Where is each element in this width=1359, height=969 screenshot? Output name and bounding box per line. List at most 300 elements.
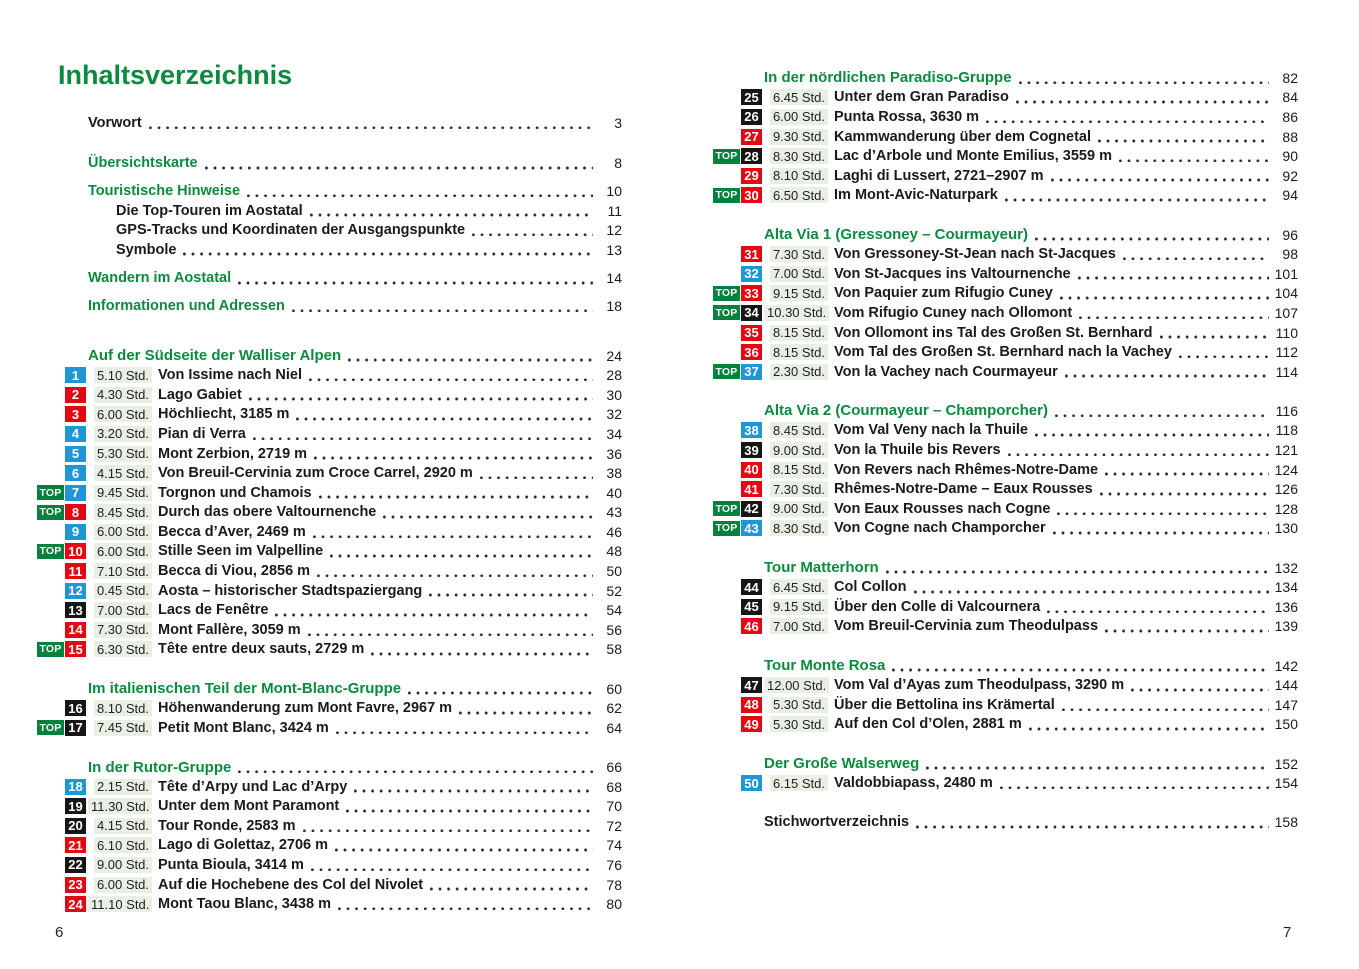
- tour-page-ref: 70: [606, 798, 622, 815]
- badge-group: [30, 700, 86, 716]
- tour-row: [706, 88, 1298, 108]
- tour-time: 7.00 Std.: [94, 602, 152, 618]
- tour-time-slot: [764, 246, 828, 262]
- front-matter-label: Vorwort: [88, 114, 142, 131]
- badge-group: [706, 501, 762, 517]
- badge-group: [30, 446, 86, 462]
- tour-row: [30, 405, 622, 425]
- tour-time-slot: [88, 406, 152, 422]
- badge-group: [30, 720, 86, 736]
- front-matter-page-ref: 10: [606, 182, 622, 199]
- tour-page-ref: 121: [1274, 442, 1298, 459]
- tour-time-slot: [764, 129, 828, 145]
- top-badge: TOP: [713, 149, 740, 164]
- dot-leader: [408, 691, 593, 695]
- front-matter-row: [30, 220, 622, 240]
- tour-number-badge: 38: [741, 422, 762, 438]
- tour-page-ref: 40: [606, 484, 622, 501]
- tour-number-badge: 50: [741, 775, 762, 791]
- tour-page-ref: 68: [606, 778, 622, 795]
- badge-group: [706, 168, 762, 184]
- dot-leader: [1047, 610, 1269, 614]
- tour-time: 9.30 Std.: [770, 129, 828, 145]
- front-matter-list: [30, 113, 622, 316]
- back-matter-row: [706, 813, 1298, 833]
- tour-time-slot: [764, 599, 828, 615]
- badge-group: [30, 504, 86, 520]
- section-heading: [706, 656, 1298, 676]
- tour-title: Auf die Hochebene des Col del Nivolet: [158, 876, 424, 893]
- tour-page-ref: 101: [1274, 265, 1298, 282]
- tour-page-ref: 56: [606, 621, 622, 638]
- tour-time: 6.45 Std.: [770, 579, 828, 595]
- tour-time-slot: [88, 563, 152, 579]
- tour-time: 8.15 Std.: [770, 344, 828, 360]
- section-heading: [30, 346, 622, 366]
- badge-group: [706, 246, 762, 262]
- tour-row: [30, 796, 622, 816]
- tour-time-slot: [88, 641, 152, 657]
- dot-leader: [1105, 472, 1269, 476]
- tour-row: [30, 698, 622, 718]
- tour-title: Unter dem Gran Paradiso: [834, 89, 1009, 106]
- badge-group: [706, 716, 762, 732]
- dot-leader: [1179, 355, 1269, 359]
- tour-title: Von Breuil-Cervinia zum Croce Carrel, 2920 m: [158, 465, 473, 482]
- dot-leader: [311, 868, 593, 872]
- badge-group: [706, 285, 762, 301]
- badge-group: [706, 89, 762, 105]
- tour-title: Tête entre deux sauts, 2729 m: [158, 641, 365, 658]
- tour-page-ref: 54: [606, 602, 622, 619]
- dot-leader: [205, 166, 593, 170]
- dot-leader: [1131, 688, 1269, 692]
- badge-group: [30, 387, 86, 403]
- tour-page-ref: 28: [606, 367, 622, 384]
- badge-group: [30, 857, 86, 873]
- tour-time-slot: [88, 583, 152, 599]
- tour-time: 8.30 Std.: [770, 520, 828, 536]
- dot-leader: [1057, 512, 1269, 516]
- dot-leader: [1008, 453, 1269, 457]
- tour-title: Kammwanderung über dem Cognetal: [834, 128, 1092, 145]
- section-heading-label: Im italienischen Teil der Mont-Blanc-Gruppe: [88, 680, 402, 698]
- tour-page-ref: 112: [1275, 344, 1298, 361]
- front-matter-page-ref: 8: [614, 155, 622, 172]
- tour-time-slot: [764, 775, 828, 791]
- tour-page-ref: 50: [606, 563, 622, 580]
- tour-number-badge: 23: [65, 877, 86, 893]
- tour-time: 6.50 Std.: [770, 187, 828, 203]
- tour-number-badge: 3: [65, 406, 86, 422]
- tour-number-badge: 19: [65, 798, 86, 814]
- back-matter-page-ref: 158: [1274, 814, 1298, 831]
- tour-row: [706, 244, 1298, 264]
- tour-page-ref: 43: [606, 504, 622, 521]
- badge-group: [706, 148, 762, 164]
- dot-leader: [1005, 198, 1269, 202]
- tour-page-ref: 80: [606, 896, 622, 913]
- tour-title: Höchliecht, 3185 m: [158, 406, 290, 423]
- tour-time: 7.30 Std.: [770, 246, 828, 262]
- tour-page-ref: 144: [1274, 677, 1298, 694]
- tour-row: [30, 600, 622, 620]
- tour-title: Lago di Golettaz, 2706 m: [158, 837, 329, 854]
- section-heading-label: Tour Matterhorn: [764, 559, 879, 577]
- tour-number-badge: 1: [65, 367, 86, 383]
- badge-group: [30, 837, 86, 853]
- tour-number-badge: 6: [65, 465, 86, 481]
- tour-title: Vom Tal des Großen St. Bernhard nach la Vachey: [834, 344, 1172, 361]
- tour-time: 8.45 Std.: [770, 422, 828, 438]
- badge-group: [706, 520, 762, 536]
- dot-leader: [914, 590, 1270, 594]
- tour-number-badge: 10: [65, 543, 86, 559]
- tour-number-badge: 16: [65, 700, 86, 716]
- dot-leader: [336, 731, 593, 735]
- tour-number-badge: 46: [741, 618, 762, 634]
- section-page-ref: 96: [1282, 226, 1298, 243]
- section-page-ref: 60: [606, 680, 622, 697]
- toc-section: [706, 225, 1298, 382]
- tour-row: [30, 365, 622, 385]
- top-badge: TOP: [37, 485, 64, 500]
- tour-page-ref: 126: [1274, 481, 1298, 498]
- tour-time: 12.00 Std.: [764, 677, 829, 693]
- dot-leader: [429, 593, 593, 597]
- tour-page-ref: 150: [1274, 716, 1298, 733]
- tour-time-slot: [764, 344, 828, 360]
- front-matter-row: [30, 240, 622, 260]
- tour-title: Unter dem Mont Paramont: [158, 798, 340, 815]
- top-badge: TOP: [713, 188, 740, 203]
- tour-time-slot: [88, 818, 152, 834]
- dot-leader: [1079, 316, 1269, 320]
- tour-title: Auf den Col d’Olen, 2881 m: [834, 716, 1022, 733]
- dot-leader: [1123, 257, 1269, 261]
- tour-time-slot: [764, 481, 828, 497]
- badge-group: [706, 697, 762, 713]
- tour-title: Torgnon und Chamois: [158, 484, 312, 501]
- tour-number-badge: 43: [741, 520, 762, 536]
- tour-time-slot: [88, 622, 152, 638]
- tour-time-slot: [88, 426, 152, 442]
- section-heading: [706, 401, 1298, 421]
- tour-number-badge: 49: [741, 716, 762, 732]
- front-matter-label: Informationen und Adressen: [88, 297, 285, 314]
- tour-time-slot: [764, 520, 828, 536]
- tour-row: [706, 519, 1298, 539]
- tour-number-badge: 5: [65, 446, 86, 462]
- tour-number-badge: 18: [65, 779, 86, 795]
- tour-page-ref: 98: [1282, 246, 1298, 263]
- tour-row: [706, 715, 1298, 735]
- top-badge: TOP: [37, 544, 64, 559]
- tour-time-slot: [88, 524, 152, 540]
- dot-leader: [886, 570, 1269, 574]
- tour-page-ref: 154: [1274, 775, 1298, 792]
- tour-title: Höhenwanderung zum Mont Favre, 2967 m: [158, 700, 453, 717]
- tour-time-slot: [764, 442, 828, 458]
- tour-time: 8.30 Std.: [770, 148, 828, 164]
- section-heading-label: Alta Via 1 (Gressoney – Courmayeur): [764, 226, 1028, 244]
- dot-leader: [1098, 139, 1269, 143]
- dot-leader: [892, 668, 1269, 672]
- tour-title: Vom Val Veny nach la Thuile: [834, 422, 1028, 439]
- tour-time: 0.45 Std.: [94, 583, 152, 599]
- badge-group: [706, 481, 762, 497]
- badge-group: [706, 305, 762, 321]
- tour-row: [706, 127, 1298, 147]
- tour-number-badge: 31: [741, 246, 762, 262]
- badge-group: [706, 187, 762, 203]
- tour-row: [706, 577, 1298, 597]
- dot-leader: [371, 652, 593, 656]
- badge-group: [30, 406, 86, 422]
- tour-time: 9.15 Std.: [770, 599, 828, 615]
- tour-page-ref: 104: [1274, 285, 1298, 302]
- top-badge: TOP: [37, 642, 64, 657]
- badge-group: [30, 641, 86, 657]
- tour-number-badge: 42: [741, 501, 762, 517]
- tour-time-slot: [88, 779, 152, 795]
- dot-leader: [916, 825, 1269, 829]
- front-matter-page-ref: 18: [606, 297, 622, 314]
- badge-group: [30, 583, 86, 599]
- tour-row: [706, 421, 1298, 441]
- dot-leader: [1062, 708, 1269, 712]
- dot-leader: [1000, 786, 1269, 790]
- tour-page-ref: 48: [606, 543, 622, 560]
- tour-title: Von Issime nach Niel: [158, 367, 302, 384]
- tour-number-badge: 34: [741, 305, 762, 321]
- tour-row: [30, 855, 622, 875]
- tour-row: [706, 146, 1298, 166]
- tour-time: 9.00 Std.: [770, 442, 828, 458]
- section-heading: [706, 558, 1298, 578]
- dot-leader: [310, 213, 593, 217]
- tour-title: Über den Colle di Valcournera: [834, 598, 1041, 615]
- tour-row: [706, 499, 1298, 519]
- tour-time: 11.30 Std.: [88, 798, 152, 814]
- tour-time: 6.00 Std.: [94, 406, 152, 422]
- toc-section: [706, 401, 1298, 538]
- top-badge: TOP: [713, 364, 740, 379]
- top-badge: TOP: [713, 521, 740, 536]
- badge-group: [706, 129, 762, 145]
- tour-title: Vom Rifugio Cuney nach Ollomont: [834, 304, 1073, 321]
- tour-page-ref: 76: [606, 856, 622, 873]
- tour-time-slot: [764, 109, 828, 125]
- tour-title: Punta Bioula, 3414 m: [158, 856, 304, 873]
- tour-time-slot: [764, 187, 828, 203]
- section-page-ref: 132: [1274, 559, 1298, 576]
- dot-leader: [330, 554, 593, 558]
- tour-row: [706, 284, 1298, 304]
- tour-time: 4.15 Std.: [94, 818, 152, 834]
- tour-time-slot: [88, 857, 152, 873]
- tour-time: 6.30 Std.: [94, 641, 152, 657]
- badge-group: [706, 462, 762, 478]
- tour-time-slot: [88, 367, 152, 383]
- dot-leader: [303, 829, 593, 833]
- tour-time: 7.30 Std.: [770, 481, 828, 497]
- back-matter-label: Stichwortverzeichnis: [764, 814, 910, 831]
- tour-title: Petit Mont Blanc, 3424 m: [158, 719, 329, 736]
- badge-group: [30, 622, 86, 638]
- tour-page-ref: 134: [1274, 579, 1298, 596]
- tour-row: [30, 385, 622, 405]
- front-matter-label: Touristische Hinweise: [88, 182, 241, 199]
- tour-time: 5.30 Std.: [770, 716, 828, 732]
- badge-group: [30, 426, 86, 442]
- tour-page-ref: 72: [606, 817, 622, 834]
- badge-group: [706, 364, 762, 380]
- badge-group: [706, 422, 762, 438]
- tour-row: [706, 695, 1298, 715]
- front-matter-page-ref: 14: [606, 270, 622, 287]
- tour-page-ref: 94: [1282, 187, 1298, 204]
- tour-page-ref: 130: [1274, 520, 1298, 537]
- badge-group: [30, 798, 86, 814]
- toc-section: [30, 757, 622, 914]
- tour-title: Im Mont-Avic-Naturpark: [834, 187, 998, 204]
- tour-number-badge: 17: [65, 720, 86, 736]
- tour-number-badge: 8: [65, 504, 86, 520]
- dot-leader: [346, 809, 593, 813]
- section-heading: [706, 225, 1298, 245]
- toc-section: [30, 679, 622, 738]
- section-heading: [706, 754, 1298, 774]
- tour-time-slot: [764, 148, 828, 164]
- tour-time: 6.00 Std.: [94, 524, 152, 540]
- tour-number-badge: 35: [741, 325, 762, 341]
- dot-leader: [296, 417, 593, 421]
- section-page-ref: 24: [606, 347, 622, 364]
- dot-leader: [314, 456, 593, 460]
- tour-number-badge: 26: [741, 109, 762, 125]
- dot-leader: [309, 378, 593, 382]
- tour-time-slot: [88, 877, 152, 893]
- tour-title: Punta Rossa, 3630 m: [834, 108, 980, 125]
- top-badge: TOP: [37, 505, 64, 520]
- front-matter-page-ref: 11: [607, 202, 622, 219]
- dot-leader: [1035, 237, 1269, 241]
- tour-time-slot: [764, 677, 828, 693]
- front-matter-row: [30, 113, 622, 133]
- dot-leader: [430, 887, 593, 891]
- section-heading: [706, 68, 1298, 88]
- tour-number-badge: 25: [741, 89, 762, 105]
- front-matter-page-ref: 3: [614, 114, 622, 131]
- dot-leader: [338, 907, 593, 911]
- dot-leader: [1100, 492, 1269, 496]
- tour-title: Von Revers nach Rhêmes-Notre-Dame: [834, 461, 1099, 478]
- front-matter-row: [30, 181, 622, 201]
- tour-title: Von Paquier zum Rifugio Cuney: [834, 285, 1053, 302]
- front-matter-label: Die Top-Touren im Aostatal: [116, 202, 303, 219]
- tour-time: 6.45 Std.: [770, 89, 828, 105]
- tour-page-ref: 136: [1274, 598, 1298, 615]
- tour-time-slot: [88, 446, 152, 462]
- dot-leader: [249, 397, 593, 401]
- section-heading: [30, 757, 622, 777]
- tour-row: [30, 836, 622, 856]
- badge-group: [30, 779, 86, 795]
- tour-number-badge: 29: [741, 168, 762, 184]
- tour-row: [30, 816, 622, 836]
- badge-group: [30, 896, 86, 912]
- tour-time: 9.00 Std.: [94, 857, 152, 873]
- tour-number-badge: 41: [741, 481, 762, 497]
- tour-title: Über die Bettolina ins Krämertal: [834, 696, 1055, 713]
- tour-time: 6.00 Std.: [770, 109, 828, 125]
- badge-group: [706, 109, 762, 125]
- dot-leader: [1105, 629, 1269, 633]
- tour-page-ref: 74: [606, 837, 622, 854]
- dot-leader: [1035, 433, 1269, 437]
- top-badge: TOP: [37, 720, 64, 735]
- dot-leader: [926, 766, 1269, 770]
- tour-time: 7.45 Std.: [94, 720, 152, 736]
- tour-row: [706, 440, 1298, 460]
- tour-number-badge: 39: [741, 442, 762, 458]
- section-heading-label: Der Große Walserweg: [764, 755, 920, 773]
- tour-page-ref: 52: [606, 582, 622, 599]
- tour-row: [706, 107, 1298, 127]
- left-page-column: [30, 60, 622, 914]
- top-badge: TOP: [713, 501, 740, 516]
- tour-time: 9.15 Std.: [770, 285, 828, 301]
- right-page-number: 7: [1283, 924, 1292, 941]
- badge-group: [706, 344, 762, 360]
- tour-time-slot: [764, 579, 828, 595]
- dot-leader: [308, 633, 593, 637]
- tour-number-badge: 22: [65, 857, 86, 873]
- tour-row: [30, 620, 622, 640]
- dot-leader: [1160, 335, 1270, 339]
- dot-leader: [1065, 374, 1269, 378]
- tour-time-slot: [88, 896, 152, 912]
- tour-time-slot: [764, 422, 828, 438]
- tour-title: Von Cogne nach Champorcher: [834, 520, 1046, 537]
- tour-title: Von Gressoney-St-Jean nach St-Jacques: [834, 246, 1116, 263]
- badge-group: [706, 677, 762, 693]
- tour-number-badge: 27: [741, 129, 762, 145]
- front-matter-label: Symbole: [116, 241, 177, 258]
- tour-number-badge: 12: [65, 583, 86, 599]
- tour-number-badge: 44: [741, 579, 762, 595]
- dot-leader: [319, 495, 593, 499]
- tour-time: 5.30 Std.: [770, 697, 828, 713]
- toc-section: [706, 68, 1298, 205]
- tour-title: Von Eaux Rousses nach Cogne: [834, 500, 1051, 517]
- tour-row: [30, 444, 622, 464]
- tour-time-slot: [88, 700, 152, 716]
- tour-time: 8.10 Std.: [94, 700, 152, 716]
- front-matter-row: [30, 269, 622, 289]
- badge-group: [30, 543, 86, 559]
- front-matter-label: Wandern im Aostatal: [88, 270, 232, 287]
- tour-time-slot: [764, 716, 828, 732]
- dot-leader: [383, 515, 593, 519]
- front-matter-page-ref: 12: [606, 222, 622, 239]
- tour-number-badge: 48: [741, 697, 762, 713]
- tour-title: Von la Vachey nach Courmayeur: [834, 363, 1058, 380]
- tour-row: [706, 303, 1298, 323]
- badge-group: [30, 524, 86, 540]
- tour-title: Aosta – historischer Stadtspaziergang: [158, 582, 423, 599]
